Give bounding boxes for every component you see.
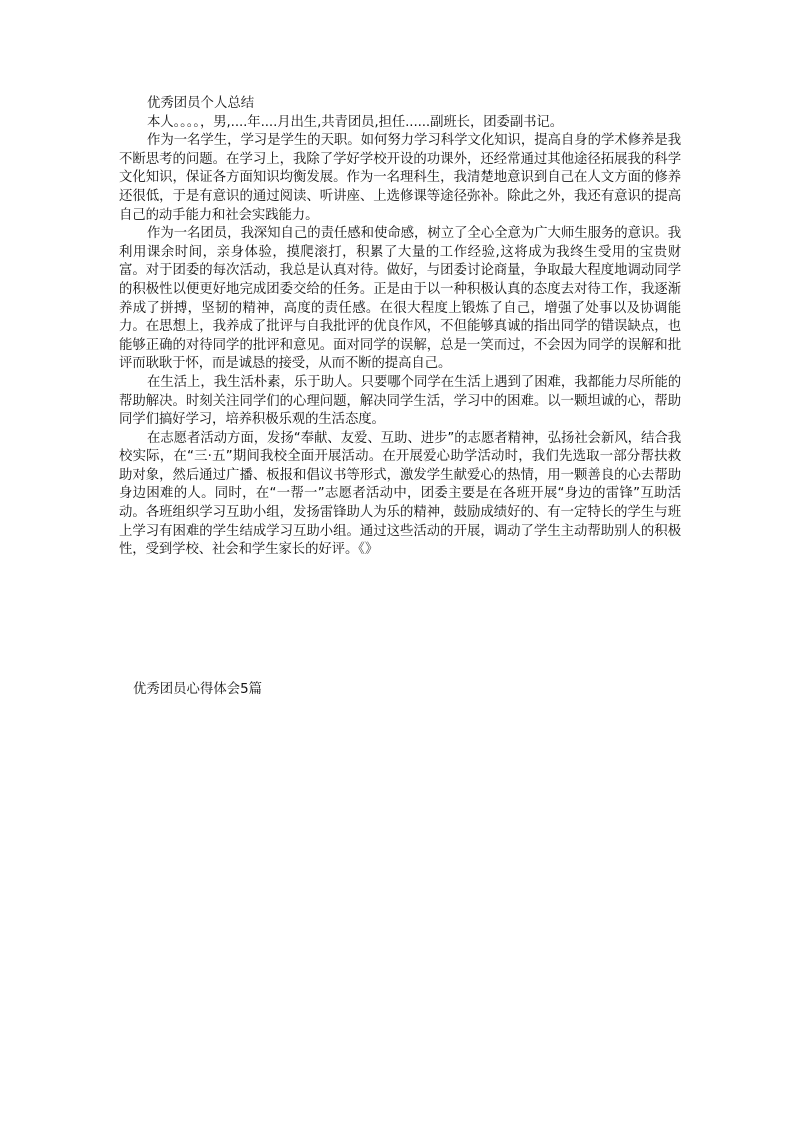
paragraph-volunteer: 在志愿者活动方面，发扬“奉献、友爱、互助、进步”的志愿者精神，弘扬社会新风，结合我校实际，在“三·五”期间我校全面开展活动。在开展爱心助学活动时，我们先选取一部分帮扶救助对象，然后通过广播、板报和倡议书等形式，激发学生献爱心的热情，用一颗善良的心去帮助身边困难的人。同时，在“一帮一”志愿者活动中，团委主要是在各班开展“身边的雷锋”互助活动。各班组织学习互助小组，发扬雷锋助人为乐的精神，鼓励成绩好的、有一定特长的学生与班上学习有困难的学生结成学习互助小组。通过这些活动的开展，调动了学生主动帮助别人的积极性，受到学校、社会和学生家长的好评。《》 [119,430,681,558]
paragraph-league-work: 作为一名团员，我深知自己的责任感和使命感，树立了全心全意为广大师生服务的意识。我利用课余时间，亲身体验，摸爬滚打，积累了大量的工作经验,这将成为我终生受用的宝贵财富。对于团委的每次活动，我总是认真对待。做好，与团委讨论商量，争取最大程度地调动同学的积极性以便更好地完成团委交给的任务。正是由于以一种积极认真的态度去对待工作，我逐渐养成了拼搏，坚韧的精神，高度的责任感。在很大程度上锻炼了自己，增强了处事以及协调能力。在思想上，我养成了批评与自我批评的优良作风，不但能够真诚的指出同学的错误缺点，也能够正确的对待同学的批评和意见。面对同学的误解，总是一笑而过，不会因为同学的误解和批评而耿耿于怀，而是诚恳的接受，从而不断的提高自己。 [119,226,681,372]
paragraph-life: 在生活上，我生活朴素，乐于助人。只要哪个同学在生活上遇到了困难，我都能力尽所能的帮助解决。时刻关注同学们的心理问题，解决同学生活，学习中的困难。以一颗坦诚的心，帮助同学们搞好学习，培养积极乐观的生活态度。 [119,374,681,428]
document-title: 优秀团员个人总结 [147,96,255,111]
paragraph-intro: 本人。。。。，男,....年....月出生,共青团员,担任......副班长，团委副书记。 [147,114,563,130]
related-article-title: 优秀团员心得体会5篇 [133,682,263,697]
document-body [119,95,681,560]
paragraph-study: 作为一名学生，学习是学生的天职。如何努力学习科学文化知识，提高自身的学术修养是我不断思考的问题。在学习上，我除了学好学校开设的功课外，还经常通过其他途径拓展我的科学文化知识，保证各方面知识均衡发展。作为一名理科生，我清楚地意识到自己在人文方面的修养还很低，于是有意识的通过阅读、听讲座、上选修课等途径弥补。除此之外，我还有意识的提高自己的动手能力和社会实践能力。 [119,133,681,223]
